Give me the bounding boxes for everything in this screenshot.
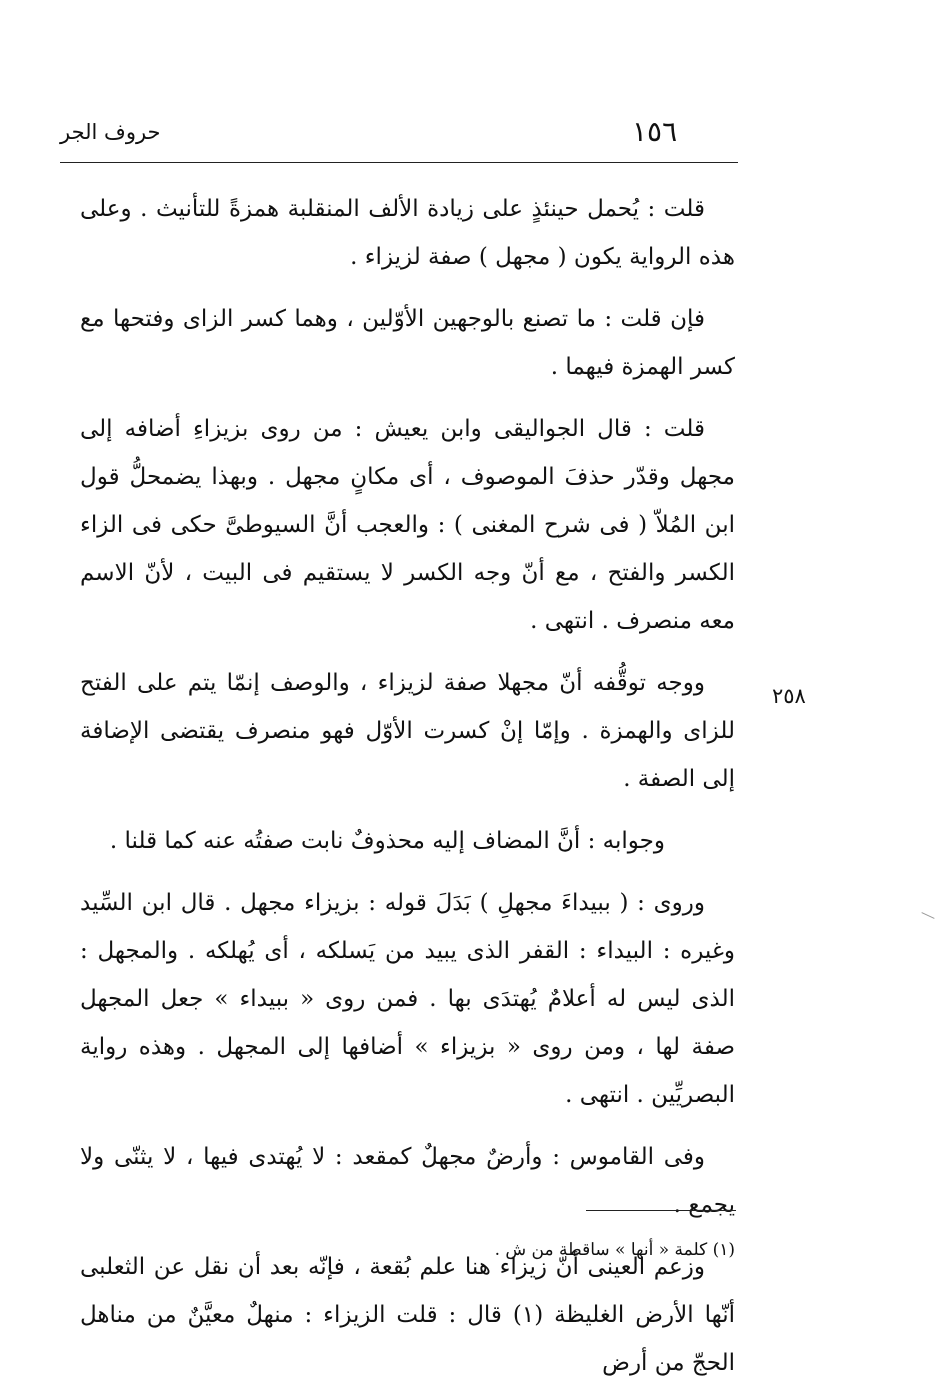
header-divider	[60, 162, 738, 163]
paragraph: وفى القاموس : وأرضٌ مجهلٌ كمقعد : لا يُهتدى فيها ، لا يثنّى ولا يجمع .	[80, 1144, 735, 1218]
paragraph: وروى : ( ببيداءَ مجهلِ ) بَدَلَ قوله : بزيزاء مجهل . قال ابن السِّيد وغيره : البيداء : القفر الذى يبيد من يَسلكه ، أى يُهلكه . والمجهل : الذى ليس له أعلامٌ يُهتدَى بها . فمن روى « ببيداء » جعل المجهل صفة لها ، ومن روى « بزيزاء » أضافها إلى المجهل . وهذه رواية البصريِّين . انتهى .	[80, 890, 735, 1108]
page-number: ١٥٦	[632, 115, 678, 148]
main-text	[80, 185, 735, 1387]
scan-mark	[921, 912, 934, 919]
running-title: حروف الجر	[60, 120, 161, 144]
paragraph: ووجه توقُّفه أنّ مجهلا صفة لزيزاء ، والوصف إنمّا يتم على الفتح للزاى والهمزة . وإمّا إنْ كسرت الأوّل فهو منصرف يقتضى الإضافة إلى الصفة .	[80, 670, 735, 792]
footnote-divider	[586, 1210, 736, 1211]
paragraph: فإن قلت : ما تصنع بالوجهين الأوّلين ، وهما كسر الزاى وفتحها مع كسر الهمزة فيهما .	[80, 306, 735, 380]
paragraph: قلت : قال الجواليقى وابن يعيش : من روى بزيزاءِ أضافه إلى مجهل وقدّر حذفَ الموصوف ، أى مكانٍ مجهل . وبهذا يضمحلُّ قول ابن المُلاّ ( فى شرح المغنى ) : والعجب أنَّ السيوطىَّ حكى فى الزاء الكسر والفتح ، مع أنّ وجه الكسر لا يستقيم فى البيت ، لأنّ الاسم معه منصرف . انتهى .	[80, 416, 735, 634]
paragraph: قلت : يُحمل حينئذٍ على زيادة الألف المنقلبة همزةً للتأنيث . وعلى هذه الرواية يكون ( مجهل ) صفة لزيزاء .	[80, 196, 735, 270]
footnote: (١) كلمة « أنها » ساقطة من ش .	[494, 1240, 735, 1260]
paragraph: وجوابه : أنَّ المضاف إليه محذوفٌ نابت صفتُه عنه كما قلنا .	[109, 828, 665, 854]
margin-reference-number: ٢٥٨	[772, 684, 806, 708]
paragraph: وزعم العينى أنّ زيزاء هنا علم بُقعة ، فإنّه بعد أن نقل عن الثعلبى أنّها الأرض الغليظة (١) قال : قلت الزيزاء : منهلٌ معيَّنٌ من مناهل الحجّ من أرض	[80, 1254, 735, 1376]
